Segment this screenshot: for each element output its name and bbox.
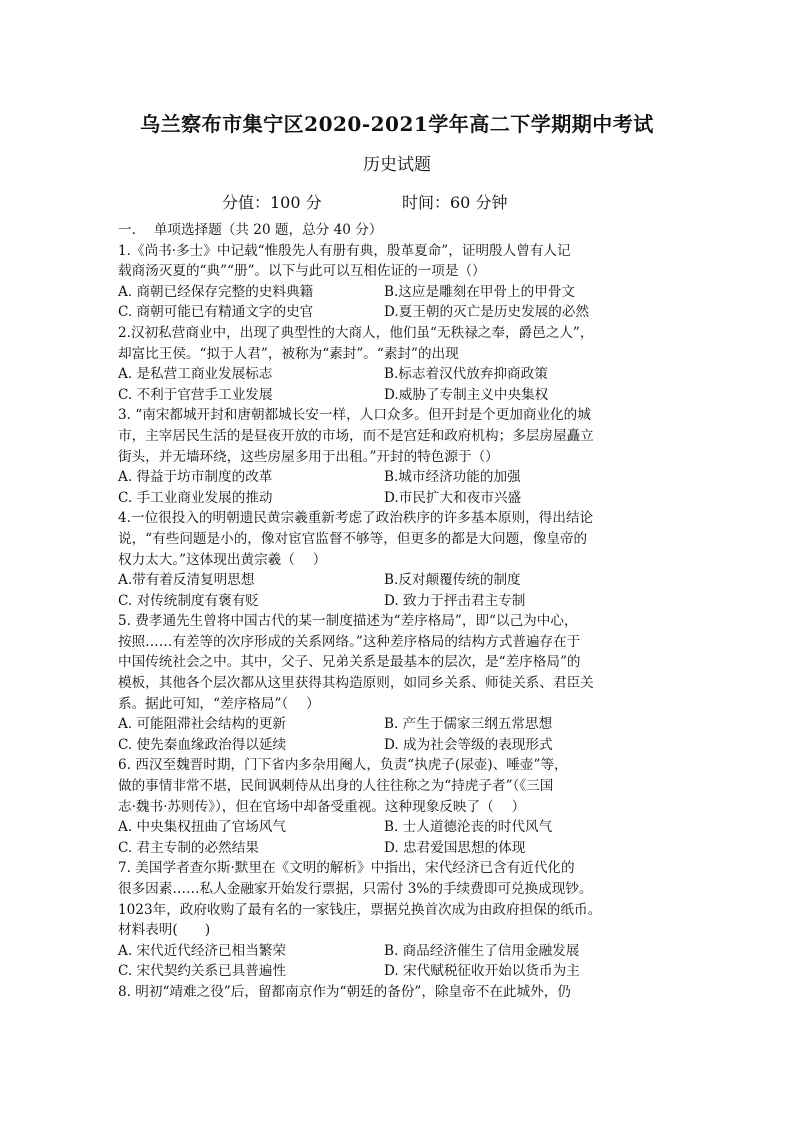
exam-subtitle: 历史试题 bbox=[363, 155, 431, 175]
answer-option: A. 可能阻滞社会结构的更新 bbox=[118, 716, 286, 733]
question-stem-line: 很多因素……私人金融家开始发行票据，只需付 3%的手续费即可兑换成现钞。 bbox=[118, 881, 593, 897]
option-row bbox=[118, 385, 678, 406]
question-stem-line: 市，主宰居民生活的是昼夜开放的市场，而不是宫廷和政府机构；多层房屋矗立 bbox=[118, 427, 594, 444]
question-stem-line: 7. 美国学者查尔斯·默里在《文明的解析》中指出，宋代经济已含有近代化的 bbox=[118, 860, 575, 877]
option-row bbox=[118, 467, 678, 488]
answer-option: D.夏王朝的灭亡是历史发展的必然 bbox=[384, 304, 590, 321]
question-7 bbox=[118, 858, 678, 982]
option-row bbox=[118, 302, 678, 323]
option-row bbox=[118, 282, 678, 303]
answer-option: C. 宋代契约关系已具普遍性 bbox=[118, 963, 287, 980]
answer-option: B.反对颠覆传统的制度 bbox=[384, 572, 521, 589]
question-stem-line: 权力太大。”这体现出黄宗羲（ ） bbox=[118, 551, 327, 568]
question-3 bbox=[118, 405, 678, 508]
answer-option: D. 宋代赋税征收开始以货币为主 bbox=[384, 963, 580, 980]
answer-option: C. 手工业商业发展的推动 bbox=[118, 489, 273, 506]
option-row bbox=[118, 735, 678, 756]
question-stem-line: 材料表明( ) bbox=[118, 922, 211, 939]
answer-option: C. 不利于官营手工业发展 bbox=[118, 386, 273, 403]
question-stem-line: 系。据此可知，“差序格局”（ ） bbox=[118, 695, 320, 712]
question-stem-line: 说，“有些问题是小的，像对宦官监督不够等，但更多的都是大问题，像皇帝的 bbox=[118, 530, 588, 547]
option-row bbox=[118, 817, 678, 838]
question-1 bbox=[118, 241, 678, 323]
answer-option: D. 成为社会等级的表现形式 bbox=[384, 736, 553, 753]
question-2 bbox=[118, 323, 678, 405]
answer-option: B. 商品经济催生了信用金融发展 bbox=[384, 942, 580, 959]
answer-option: D. 致力于抨击君主专制 bbox=[384, 592, 526, 609]
question-stem-line: 按照……有差等的次序形成的关系网络。”这种差序格局的结构方式普遍存在于 bbox=[118, 633, 581, 650]
option-row bbox=[118, 961, 678, 982]
question-6 bbox=[118, 755, 678, 858]
answer-option: A. 是私营工商业发展标志 bbox=[118, 366, 273, 383]
answer-option: C. 君主专制的必然结果 bbox=[118, 839, 259, 856]
question-stem-line: 6. 西汉至魏晋时期，门下省内多杂用阉人，负责“执虎子(尿壶)、唾壶”等， bbox=[118, 757, 568, 774]
question-stem-line: 街头，并无墙环绕，这些房屋多用于出租。”开封的特色源于（） bbox=[118, 448, 499, 465]
answer-option: A. 宋代近代经济已相当繁荣 bbox=[118, 942, 286, 959]
answer-option: B.城市经济功能的加强 bbox=[384, 469, 521, 486]
score-info: 分值：100 分 bbox=[222, 193, 322, 212]
question-stem-line: 1023年，政府收购了最有名的一家钱庄，票据兑换首次成为由政府担保的纸币。 bbox=[118, 901, 602, 918]
question-stem-line: 载商汤灭夏的“典”“册”。以下与此可以互相佐证的一项是（） bbox=[118, 263, 486, 280]
answer-option: B.这应是雕刻在甲骨上的甲骨文 bbox=[384, 283, 576, 300]
question-stem-line: 中国传统社会之中。其中，父子、兄弟关系是最基本的层次，是“差序格局”的 bbox=[118, 654, 581, 671]
question-stem-line: 3. “南宋都城开封和唐朝都城长安一样，人口众多。但开封是个更加商业化的城 bbox=[118, 407, 591, 424]
answer-option: B.标志着汉代放弃抑商政策 bbox=[384, 366, 548, 383]
question-stem-line: 做的事情非常不堪，民间讽刺侍从出身的人往往称之为“持虎子者”（《三国 bbox=[118, 778, 554, 795]
time-info: 时间：60 分钟 bbox=[402, 193, 508, 212]
answer-option: A. 得益于坊市制度的改革 bbox=[118, 469, 273, 486]
option-row bbox=[118, 364, 678, 385]
question-stem-line: 2.汉初私营商业中，出现了典型性的大商人，他们虽“无秩禄之奉，爵邑之人”， bbox=[118, 324, 594, 341]
option-row bbox=[118, 591, 678, 612]
question-stem-line: 1.《尚书·多士》中记载“惟殷先人有册有典，殷革夏命”，证明殷人曾有人记 bbox=[118, 242, 571, 259]
question-5 bbox=[118, 611, 678, 755]
exam-body bbox=[118, 220, 678, 1003]
question-stem-line: 8. 明初“靖难之役”后，留都南京作为“朝廷的备份”，除皇帝不在此城外，仍 bbox=[118, 983, 571, 1000]
answer-option: A. 中央集权扭曲了官场风气 bbox=[118, 819, 286, 836]
option-row bbox=[118, 941, 678, 962]
answer-option: A. 商朝已经保存完整的史料典籍 bbox=[118, 283, 314, 300]
option-row bbox=[118, 488, 678, 509]
exam-title: 乌兰察布市集宁区2020-2021学年高二下学期期中考试 bbox=[140, 112, 654, 136]
option-row bbox=[118, 838, 678, 859]
option-row bbox=[118, 570, 678, 591]
question-stem-line: 却富比王侯。“拟于人君”，被称为“素封”。“素封”的出现 bbox=[118, 345, 459, 362]
section-heading: 一. 单项选择题（共 20 题，总分 40 分） bbox=[118, 222, 383, 238]
question-4 bbox=[118, 508, 678, 611]
option-row bbox=[118, 714, 678, 735]
question-stem-line: 5. 费孝通先生曾将中国古代的某一制度描述为“差序格局”，即“以己为中心， bbox=[118, 613, 578, 630]
answer-option: A.带有着反清复明思想 bbox=[118, 572, 255, 589]
answer-option: D.市民扩大和夜市兴盛 bbox=[384, 489, 522, 506]
answer-option: C. 商朝可能已有精通文字的史官 bbox=[118, 304, 314, 321]
answer-option: D. 忠君爱国思想的体现 bbox=[384, 839, 526, 856]
answer-option: C. 对传统制度有褒有贬 bbox=[118, 592, 259, 609]
question-stem-line: 模板，其他各个层次都从这里获得其构造原则，如同乡关系、师徒关系、君臣关 bbox=[118, 675, 594, 692]
answer-option: B. 士人道德沦丧的时代风气 bbox=[384, 819, 553, 836]
question-stem-line: 4.一位很投入的明朝遗民黄宗羲重新考虑了政治秩序的许多基本原则，得出结论 bbox=[118, 510, 594, 527]
question-stem-line: 志·魏书·苏则传》），但在官场中却备受重视。这种现象反映了（ ） bbox=[118, 798, 526, 815]
answer-option: B. 产生于儒家三纲五常思想 bbox=[384, 716, 553, 733]
answer-option: D.威胁了专制主义中央集权 bbox=[384, 386, 549, 403]
answer-option: C. 使先秦血缘政治得以延续 bbox=[118, 736, 287, 753]
question-8 bbox=[118, 982, 678, 1003]
